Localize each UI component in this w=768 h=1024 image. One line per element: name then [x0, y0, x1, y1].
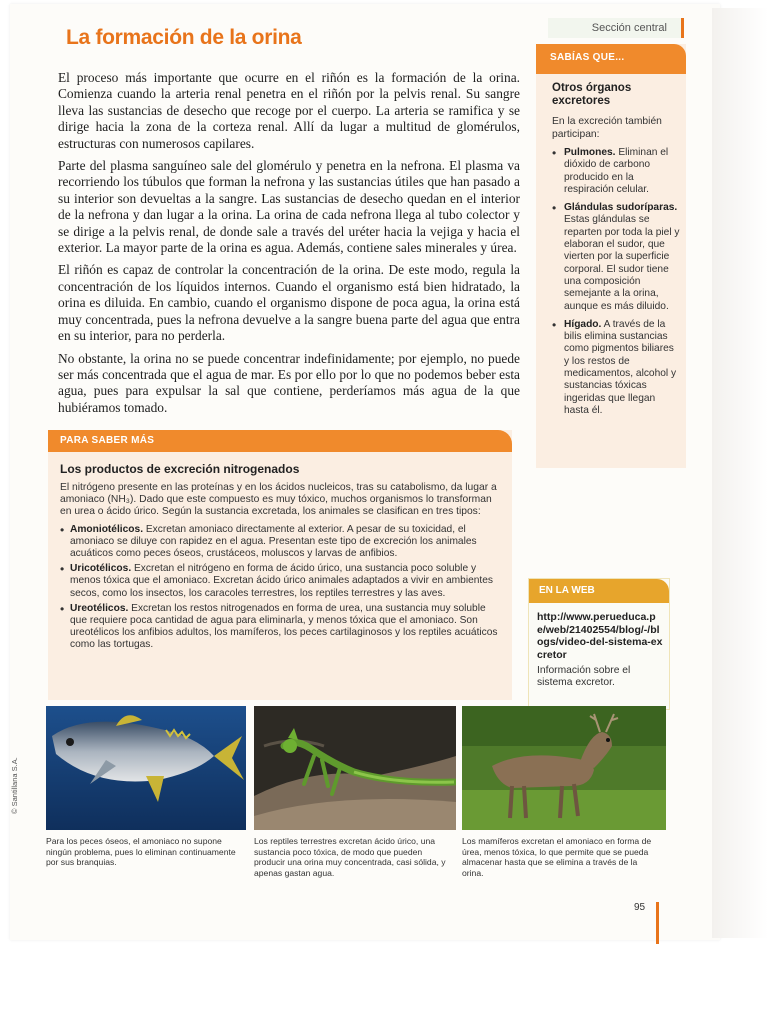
- en-la-web-box: [528, 578, 670, 710]
- paragraph: No obstante, la orina no se puede concentrar indefinidamente; por ejemplo, no puede ser más concentrada que el agua de mar. Es por ello por lo que no podemos beber esta agua, pues para expulsar la sal que contiene, perderíamos más agua de la que hubiéramos tomado.: [58, 350, 520, 415]
- web-link[interactable]: http://www.perueduca.pe/web/21402554/blog/-/blogs/video-del-sistema-excretor: [537, 611, 663, 661]
- web-description: Información sobre el sistema excretor.: [537, 665, 631, 689]
- para-saber-mas-title: Los productos de excreción nitrogenados: [60, 462, 300, 476]
- sabias-que-intro: En la excreción también participan:: [552, 116, 662, 140]
- para-saber-mas-intro: El nitrógeno presente en las proteínas y en los ácidos nucleicos, tras su catabolismo, da lugar a amoniaco (NH₃). Dado que este compuesto es muy tóxico, muchos organismos lo transforman en urea o ácido úrico. Según la sustancia excretada, los animales se clasifican en tres tipos:: [60, 482, 497, 518]
- main-article: [58, 70, 520, 422]
- sabias-que-header: SABÍAS QUE...: [536, 44, 686, 74]
- deer-caption: Los mamíferos excretan el amoniaco en forma de úrea, menos tóxica, lo que permite que se pueda almacenar hasta que se elimina a través de la orina.: [462, 836, 652, 878]
- page-title: La formación de la orina: [66, 26, 302, 49]
- page-number: 95: [634, 902, 646, 913]
- lizard-caption: Los reptiles terrestres excretan ácido úrico, una sustancia poco tóxica, de modo que pueden producir una orina muy concentrada, casi sólida, y apenas gastan agua.: [254, 836, 446, 878]
- sabias-que-box: [536, 44, 686, 468]
- copyright-note: © Santillana S.A.: [10, 757, 19, 814]
- section-label: Sección central: [548, 18, 684, 38]
- para-saber-mas-box: [48, 430, 512, 700]
- paragraph: El riñón es capaz de controlar la concentración de la orina. De este modo, regula la concentración de los líquidos internos. Cuando el organismo está bien hidratado, la orina es diluida. En cambio, cuando el organismo dispone de poca agua, la orina está muy concentrada, pues la nefrona devuelve a la sangre buena parte del agua que entra en su interior, para no perderla.: [58, 262, 520, 344]
- fish-caption: Para los peces óseos, el amoniaco no supone ningún problema, pues lo eliminan continuamente por sus branquias.: [46, 836, 236, 867]
- sabias-que-title: Otros órganos excretores: [552, 82, 632, 107]
- list-item: • Uricotélicos. Excretan el nitrógeno en forma de ácido úrico, una sustancia poco soluble y menos tóxica que el amoniaco. Excretan ácido úrico animales adaptados a vivir en ambientes secos, como los insectos, los caracoles terrestres, los reptiles terrestres y las aves.: [60, 563, 502, 600]
- para-saber-mas-header: PARA SABER MÁS: [48, 430, 512, 452]
- list-item: • Glándulas sudoríparas. Estas glándulas se reparten por toda la piel y elaboran el sudor, que vierten por la superficie corporal. El sudor tiene una composición semejante a la orina, aunque es más diluido.: [552, 202, 680, 313]
- list-item: • Hígado. A través de la bilis elimina sustancias como pigmentos biliares y los restos de medicamentos, alcohol y sustancias tóxicas ingeridas que llegan hasta él.: [552, 319, 680, 417]
- excretory-organs-list: [552, 147, 680, 417]
- list-item: • Ureotélicos. Excretan los restos nitrogenados en forma de urea, una sustancia muy soluble que requiere poca cantidad de agua para eliminarla, y menos tóxica que el amoniaco. Son ureotélicos los anfibios adultos, los mamíferos, los peces cartilaginosos y los reptiles acuáticos como las tortugas.: [60, 603, 502, 652]
- lizard-photo: [254, 706, 456, 830]
- list-item: • Amoniotélicos. Excretan amoniaco directamente al exterior. A pesar de su toxicidad, el amoniaco se diluye con rapidez en el agua. Presentan este tipo de excreción los animales acuáticos como peces óseos, crustáceos, moluscos y larvas de anfibios.: [60, 524, 502, 561]
- paragraph: El proceso más importante que ocurre en el riñón es la formación de la orina. Comienza cuando la arteria renal penetra en el riñón por la pelvis renal. Su sangre lleva las sustancias de desecho que recoge por el cuerpo. La arteria se ramifica y se dirige hacia la zona de la corteza renal. Allí da lugar a multitud de glomérulos, estructuras con numerosos capilares.: [58, 70, 520, 151]
- nitrogen-excretion-list: [60, 524, 502, 652]
- deer-photo: [462, 706, 666, 830]
- paragraph: Parte del plasma sanguíneo sale del glomérulo y penetra en la nefrona. El plasma va recorriendo los túbulos que forman la nefrona y las sustancias útiles que han pasado a su interior son devueltas a la sangre. Las sustancias de desecho quedan en el interior de la nefrona y dan lugar a la orina. La orina de cada nefrona llega al tubo colector y se dirige a la pelvis renal, de donde sale a través del uréter hacia la vejiga y hacia el exterior. La mayor parte de la orina es agua. Además, contiene sales minerales y úrea.: [58, 158, 520, 256]
- page-margin-mark: [656, 902, 659, 944]
- fish-photo: [46, 706, 246, 830]
- list-item: • Pulmones. Eliminan el dióxido de carbono producido en la respiración celular.: [552, 147, 680, 196]
- adjacent-page-edge: [712, 8, 768, 938]
- en-la-web-header: EN LA WEB: [529, 579, 669, 603]
